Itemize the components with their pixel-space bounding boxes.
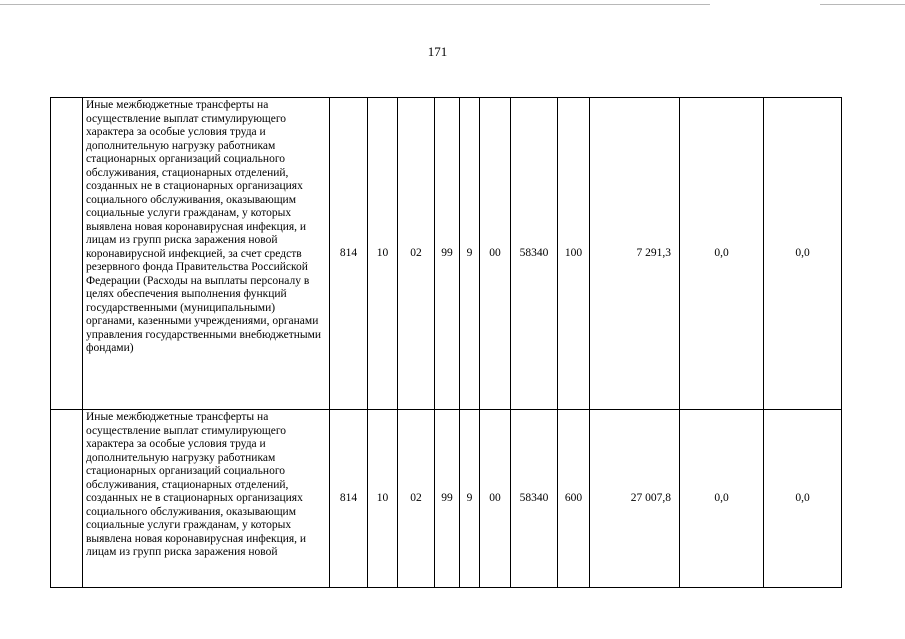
- event-cell: 00: [480, 98, 511, 410]
- section-cell: 10: [368, 98, 398, 410]
- scan-border-line: [0, 4, 710, 5]
- budget-table: [50, 97, 842, 588]
- ministry-code-cell: 814: [330, 410, 368, 588]
- subprogram-cell: 9: [460, 98, 480, 410]
- amount-year-3-cell: 0,0: [764, 410, 842, 588]
- subsection-cell: 02: [398, 410, 435, 588]
- expense-type-cell: 100: [558, 98, 590, 410]
- row-number-cell: [51, 410, 83, 588]
- direction-code-cell: 58340: [511, 98, 558, 410]
- amount-year-1-cell: 7 291,3: [590, 98, 680, 410]
- ministry-code-cell: 814: [330, 98, 368, 410]
- section-cell: 10: [368, 410, 398, 588]
- amount-year-1-cell: 27 007,8: [590, 410, 680, 588]
- subprogram-cell: 9: [460, 410, 480, 588]
- amount-year-2-cell: 0,0: [680, 410, 764, 588]
- scan-border-line: [820, 4, 905, 5]
- description-cell: Иные межбюджетные трансферты на осуществление выплат стимулирующего характера за особые условия труда и дополнительную нагрузку работникам стационарных организаций социального обслуживания, стационарных отделений, созданных не в стационарных организациях социального обслуживания, оказывающим социальные услуги гражданам, у которых выявлена новая коронавирусная инфекция, и лицам из групп риска заражения новой коронавирусной инфекцией, за счет средств резервного фонда Правительства Российской Федерации (Расходы на выплаты персоналу в целях обеспечения выполнения функций государственными (муниципальными) органами, казенными учреждениями, органами управления государственными внебюджетными фондами): [83, 98, 330, 410]
- page-number: 171: [427, 44, 448, 59]
- amount-year-2-cell: 0,0: [680, 98, 764, 410]
- expense-type-cell: 600: [558, 410, 590, 588]
- direction-code-cell: 58340: [511, 410, 558, 588]
- program-cell: 99: [435, 98, 460, 410]
- program-cell: 99: [435, 410, 460, 588]
- amount-year-3-cell: 0,0: [764, 98, 842, 410]
- table-row: [51, 98, 842, 410]
- description-cell: Иные межбюджетные трансферты на осуществление выплат стимулирующего характера за особые условия труда и дополнительную нагрузку работникам стационарных организаций социального обслуживания, стационарных отделений, созданных не в стационарных организациях социального обслуживания, оказывающим социальные услуги гражданам, у которых выявлена новая коронавирусная инфекция, и лицам из групп риска заражения новой: [83, 410, 330, 588]
- table-row: [51, 410, 842, 588]
- row-number-cell: [51, 98, 83, 410]
- event-cell: 00: [480, 410, 511, 588]
- subsection-cell: 02: [398, 98, 435, 410]
